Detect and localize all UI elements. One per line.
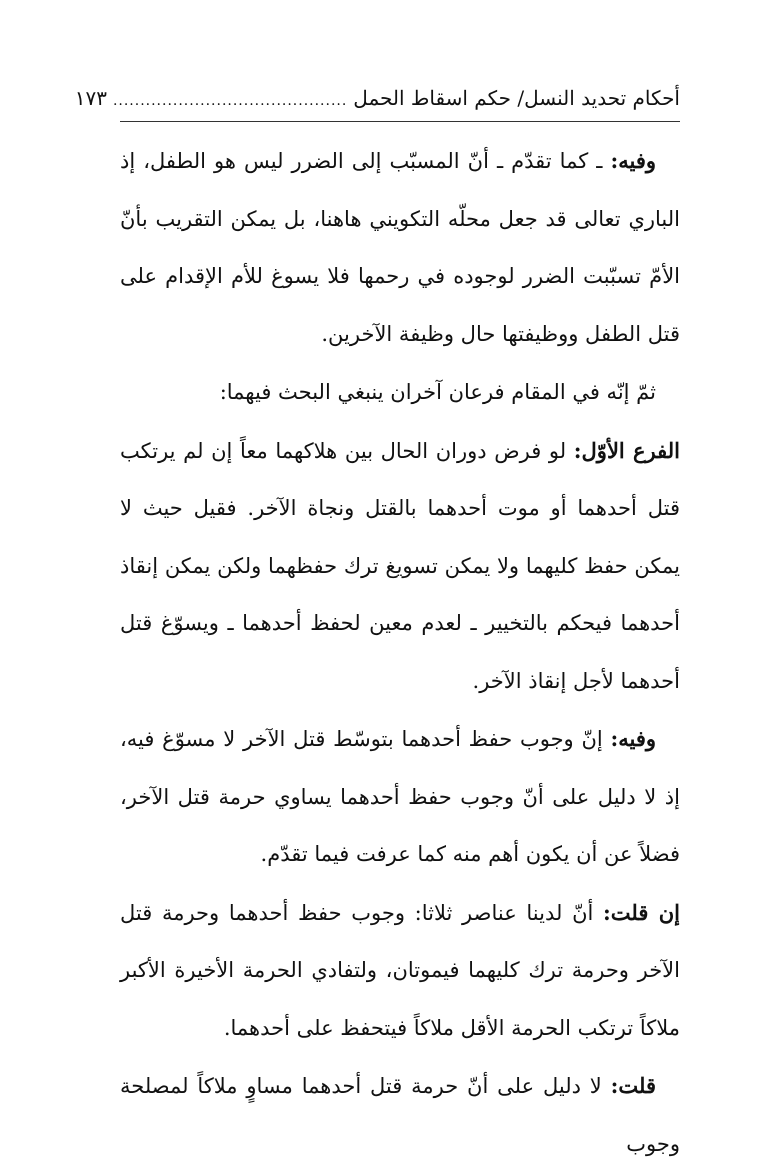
paragraph-lead: إن قلت: xyxy=(603,899,680,925)
header-rule xyxy=(120,121,680,122)
page-number: ١٧٣ xyxy=(74,86,107,110)
paragraph-lead: قلت: xyxy=(610,1073,656,1098)
paragraph-lead: وفيه: xyxy=(610,148,656,173)
paragraph-text: لا دليل على أنّ حرمة قتل أحدهما مساوٍ ملاكاً لمصلحة وجوب xyxy=(120,1074,680,1156)
body-text xyxy=(120,132,680,1173)
paragraph-lead: وفيه: xyxy=(610,726,656,751)
paragraph-3 xyxy=(120,422,680,711)
paragraph-text: ثمّ إنّه في المقام فرعان آخران ينبغي البحث فيهما: xyxy=(219,380,656,404)
paragraph-lead: الفرع الأوّل: xyxy=(573,437,680,463)
header-title: أحكام تحديد النسل/ حكم اسقاط الحمل xyxy=(353,86,680,110)
paragraph-4 xyxy=(120,710,680,884)
paragraph-text: ـ كما تقدّم ـ أنّ المسبّب إلى الضرر ليس هو الطفل، إذ الباري تعالى قد جعل محلّه التكويني هاهنا، بل يمكن التقريب بأنّ الأمّ تسبّبت الضرر لوجوده في رحمها فلا يسوغ للأم الإقدام على قتل الطفل ووظيفتها حال وظيفة الآخرين. xyxy=(120,149,680,346)
paragraph-5 xyxy=(120,884,680,1058)
paragraph-text: أنّ لدينا عناصر ثلاثا: وجوب حفظ أحدهما وحرمة قتل الآخر وحرمة ترك كليهما فيموتان، ولتفادي الحرمة الأخيرة الأكبر ملاكاً ترتكب الحرمة الأقل ملاكاً فيتحفظ على أحدهما. xyxy=(120,900,680,1040)
paragraph-1 xyxy=(120,132,680,363)
paragraph-6 xyxy=(120,1057,680,1173)
paragraph-text: لو فرض دوران الحال بين هلاكهما معاً إن لم يرتكب قتل أحدهما أو موت أحدهما بالقتل ونجاة الآخر. فقيل حيث لا يمكن حفظ كليهما ولا يمكن تسويغ ترك حفظهما ولكن يمكن إنقاذ أحدهما فيحكم بالتخيير ـ لعدم معين لحفظ أحدهما ـ ويسوّغ قتل أحدهما لأجل إنقاذ الآخر. xyxy=(120,438,680,693)
paragraph-2 xyxy=(120,363,680,422)
paragraph-text: إنّ وجوب حفظ أحدهما بتوسّط قتل الآخر لا مسوّغ فيه، إذ لا دليل على أنّ وجوب حفظ أحدهما يساوي حرمة قتل الآخر، فضلاً عن أن يكون أهم منه كما عرفت فيما تقدّم. xyxy=(120,727,680,866)
running-header xyxy=(74,86,680,120)
header-leader-dots: ........................................... xyxy=(112,93,348,109)
